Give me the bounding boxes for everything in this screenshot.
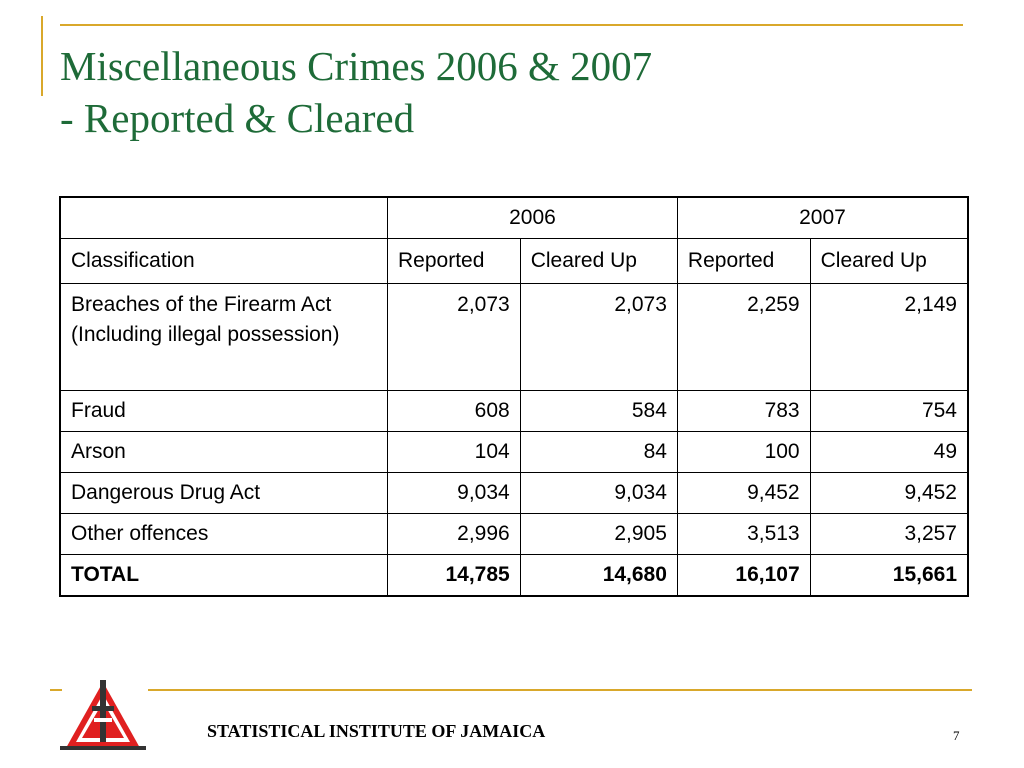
- reported-2007-cell: 2,259: [677, 284, 810, 391]
- bottom-rule: [148, 689, 972, 691]
- footer-organization: STATISTICAL INSTITUTE OF JAMAICA: [207, 721, 546, 741]
- table-row: [60, 473, 968, 514]
- reported-2007-cell: 100: [677, 432, 810, 473]
- reported-2007-cell: 783: [677, 391, 810, 432]
- top-rule: [60, 24, 963, 26]
- empty-header-cell: [60, 197, 388, 239]
- classification-cell: Breaches of the Firearm Act (Including illegal possession): [60, 284, 388, 391]
- cleared-2007-cell: 3,257: [810, 514, 968, 555]
- total-reported-2006: 14,785: [388, 555, 521, 597]
- total-reported-2007: 16,107: [677, 555, 810, 597]
- cleared-2007-cell: 9,452: [810, 473, 968, 514]
- total-row: [60, 555, 968, 597]
- classification-header: Classification: [60, 239, 388, 284]
- year-2007-header: 2007: [677, 197, 968, 239]
- reported-2006-header: Reported: [388, 239, 521, 284]
- table-row: [60, 284, 968, 391]
- classification-cell: Fraud: [60, 391, 388, 432]
- left-rule: [41, 16, 43, 96]
- cleared-2006-cell: 2,905: [520, 514, 677, 555]
- reported-2006-cell: 2,073: [388, 284, 521, 391]
- cleared-2007-cell: 754: [810, 391, 968, 432]
- reported-2006-cell: 608: [388, 391, 521, 432]
- classification-cell: Dangerous Drug Act: [60, 473, 388, 514]
- cleared-2007-header: Cleared Up: [810, 239, 968, 284]
- table-row: [60, 514, 968, 555]
- title-line-1: Miscellaneous Crimes 2006 & 2007: [60, 43, 653, 89]
- total-cleared-2006: 14,680: [520, 555, 677, 597]
- cleared-2006-cell: 2,073: [520, 284, 677, 391]
- cleared-2006-cell: 9,034: [520, 473, 677, 514]
- cleared-2006-cell: 84: [520, 432, 677, 473]
- table-row: [60, 391, 968, 432]
- reported-2006-cell: 104: [388, 432, 521, 473]
- title-line-2: - Reported & Cleared: [60, 95, 415, 141]
- year-header-row: [60, 197, 968, 239]
- year-2006-header: 2006: [388, 197, 678, 239]
- crime-table: [59, 196, 969, 597]
- total-label: TOTAL: [60, 555, 388, 597]
- reported-2006-cell: 2,996: [388, 514, 521, 555]
- cleared-2006-cell: 584: [520, 391, 677, 432]
- column-header-row: [60, 239, 968, 284]
- reported-2007-cell: 3,513: [677, 514, 810, 555]
- slide-title: [60, 40, 652, 144]
- reported-2006-cell: 9,034: [388, 473, 521, 514]
- classification-cell: Other offences: [60, 514, 388, 555]
- reported-2007-cell: 9,452: [677, 473, 810, 514]
- total-cleared-2007: 15,661: [810, 555, 968, 597]
- cleared-2006-header: Cleared Up: [520, 239, 677, 284]
- cleared-2007-cell: 49: [810, 432, 968, 473]
- page-number: 7: [953, 728, 960, 743]
- table-row: [60, 432, 968, 473]
- reported-2007-header: Reported: [677, 239, 810, 284]
- statin-logo-icon: [58, 676, 148, 752]
- cleared-2007-cell: 2,149: [810, 284, 968, 391]
- classification-cell: Arson: [60, 432, 388, 473]
